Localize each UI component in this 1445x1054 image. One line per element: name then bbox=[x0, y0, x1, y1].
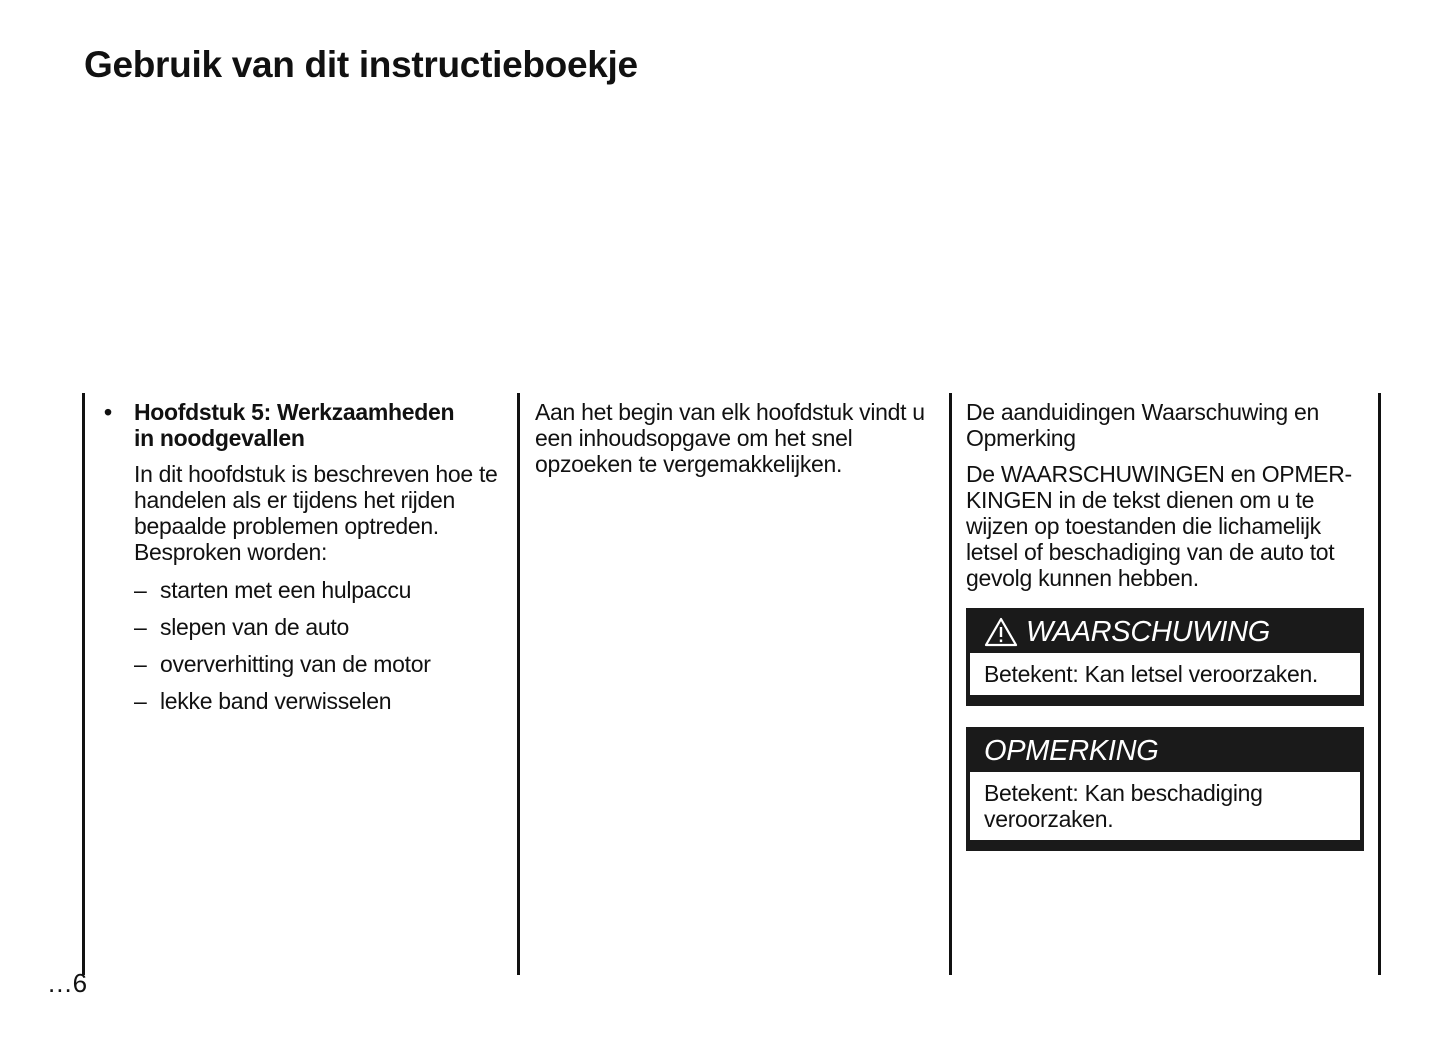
warning-triangle-icon bbox=[984, 617, 1018, 647]
chapter-heading-line2: in noodgevallen bbox=[134, 425, 305, 451]
list-item: – starten met een hulpaccu bbox=[134, 577, 412, 603]
warning-box bbox=[966, 608, 1364, 706]
notice-description: De WAARSCHUWINGEN en OPMER-KINGEN in de tekst dienen om u te wijzen op toestanden die lichamelijk letsel of beschadiging van de auto tot gevolg kunnen hebben. bbox=[966, 461, 1352, 591]
column-2 bbox=[535, 399, 935, 487]
topic-list bbox=[134, 577, 504, 714]
chapter-heading bbox=[104, 399, 504, 451]
page-title: Gebruik van dit instructieboekje bbox=[84, 44, 638, 85]
warning-text: Betekent: Kan letsel veroorzaken. bbox=[969, 652, 1361, 696]
note-header bbox=[966, 727, 1364, 771]
column-rule-2 bbox=[949, 393, 952, 975]
bullet-icon: • bbox=[104, 399, 112, 425]
note-box bbox=[966, 727, 1364, 851]
contents-note: Aan het begin van elk hoofdstuk vindt u een inhoudsopgave om het snel opzoeken te vergemakkelijken. bbox=[535, 399, 925, 477]
column-1 bbox=[104, 399, 504, 725]
page-number: ...6 bbox=[48, 968, 89, 998]
list-item: – oververhitting van de motor bbox=[134, 651, 431, 677]
note-text: Betekent: Kan beschadiging veroorzaken. bbox=[969, 771, 1361, 841]
warning-header bbox=[966, 608, 1364, 652]
notice-intro: De aanduidingen Waarschuwing en Opmerking bbox=[966, 399, 1319, 451]
column-rule-left bbox=[82, 393, 85, 975]
column-rule-right bbox=[1378, 393, 1381, 975]
list-item: – slepen van de auto bbox=[134, 614, 349, 640]
warning-title: WAARSCHUWING bbox=[1026, 616, 1270, 648]
column-rule-1 bbox=[517, 393, 520, 975]
note-title: OPMERKING bbox=[984, 735, 1159, 767]
list-item: – lekke band verwisselen bbox=[134, 688, 392, 714]
chapter-heading-line1: Hoofdstuk 5: Werkzaamheden bbox=[134, 399, 455, 425]
column-3 bbox=[966, 399, 1366, 601]
chapter-description: In dit hoofdstuk is beschreven hoe te handelen als er tijdens het rijden bepaalde problemen optreden. Besproken worden: bbox=[134, 461, 498, 565]
